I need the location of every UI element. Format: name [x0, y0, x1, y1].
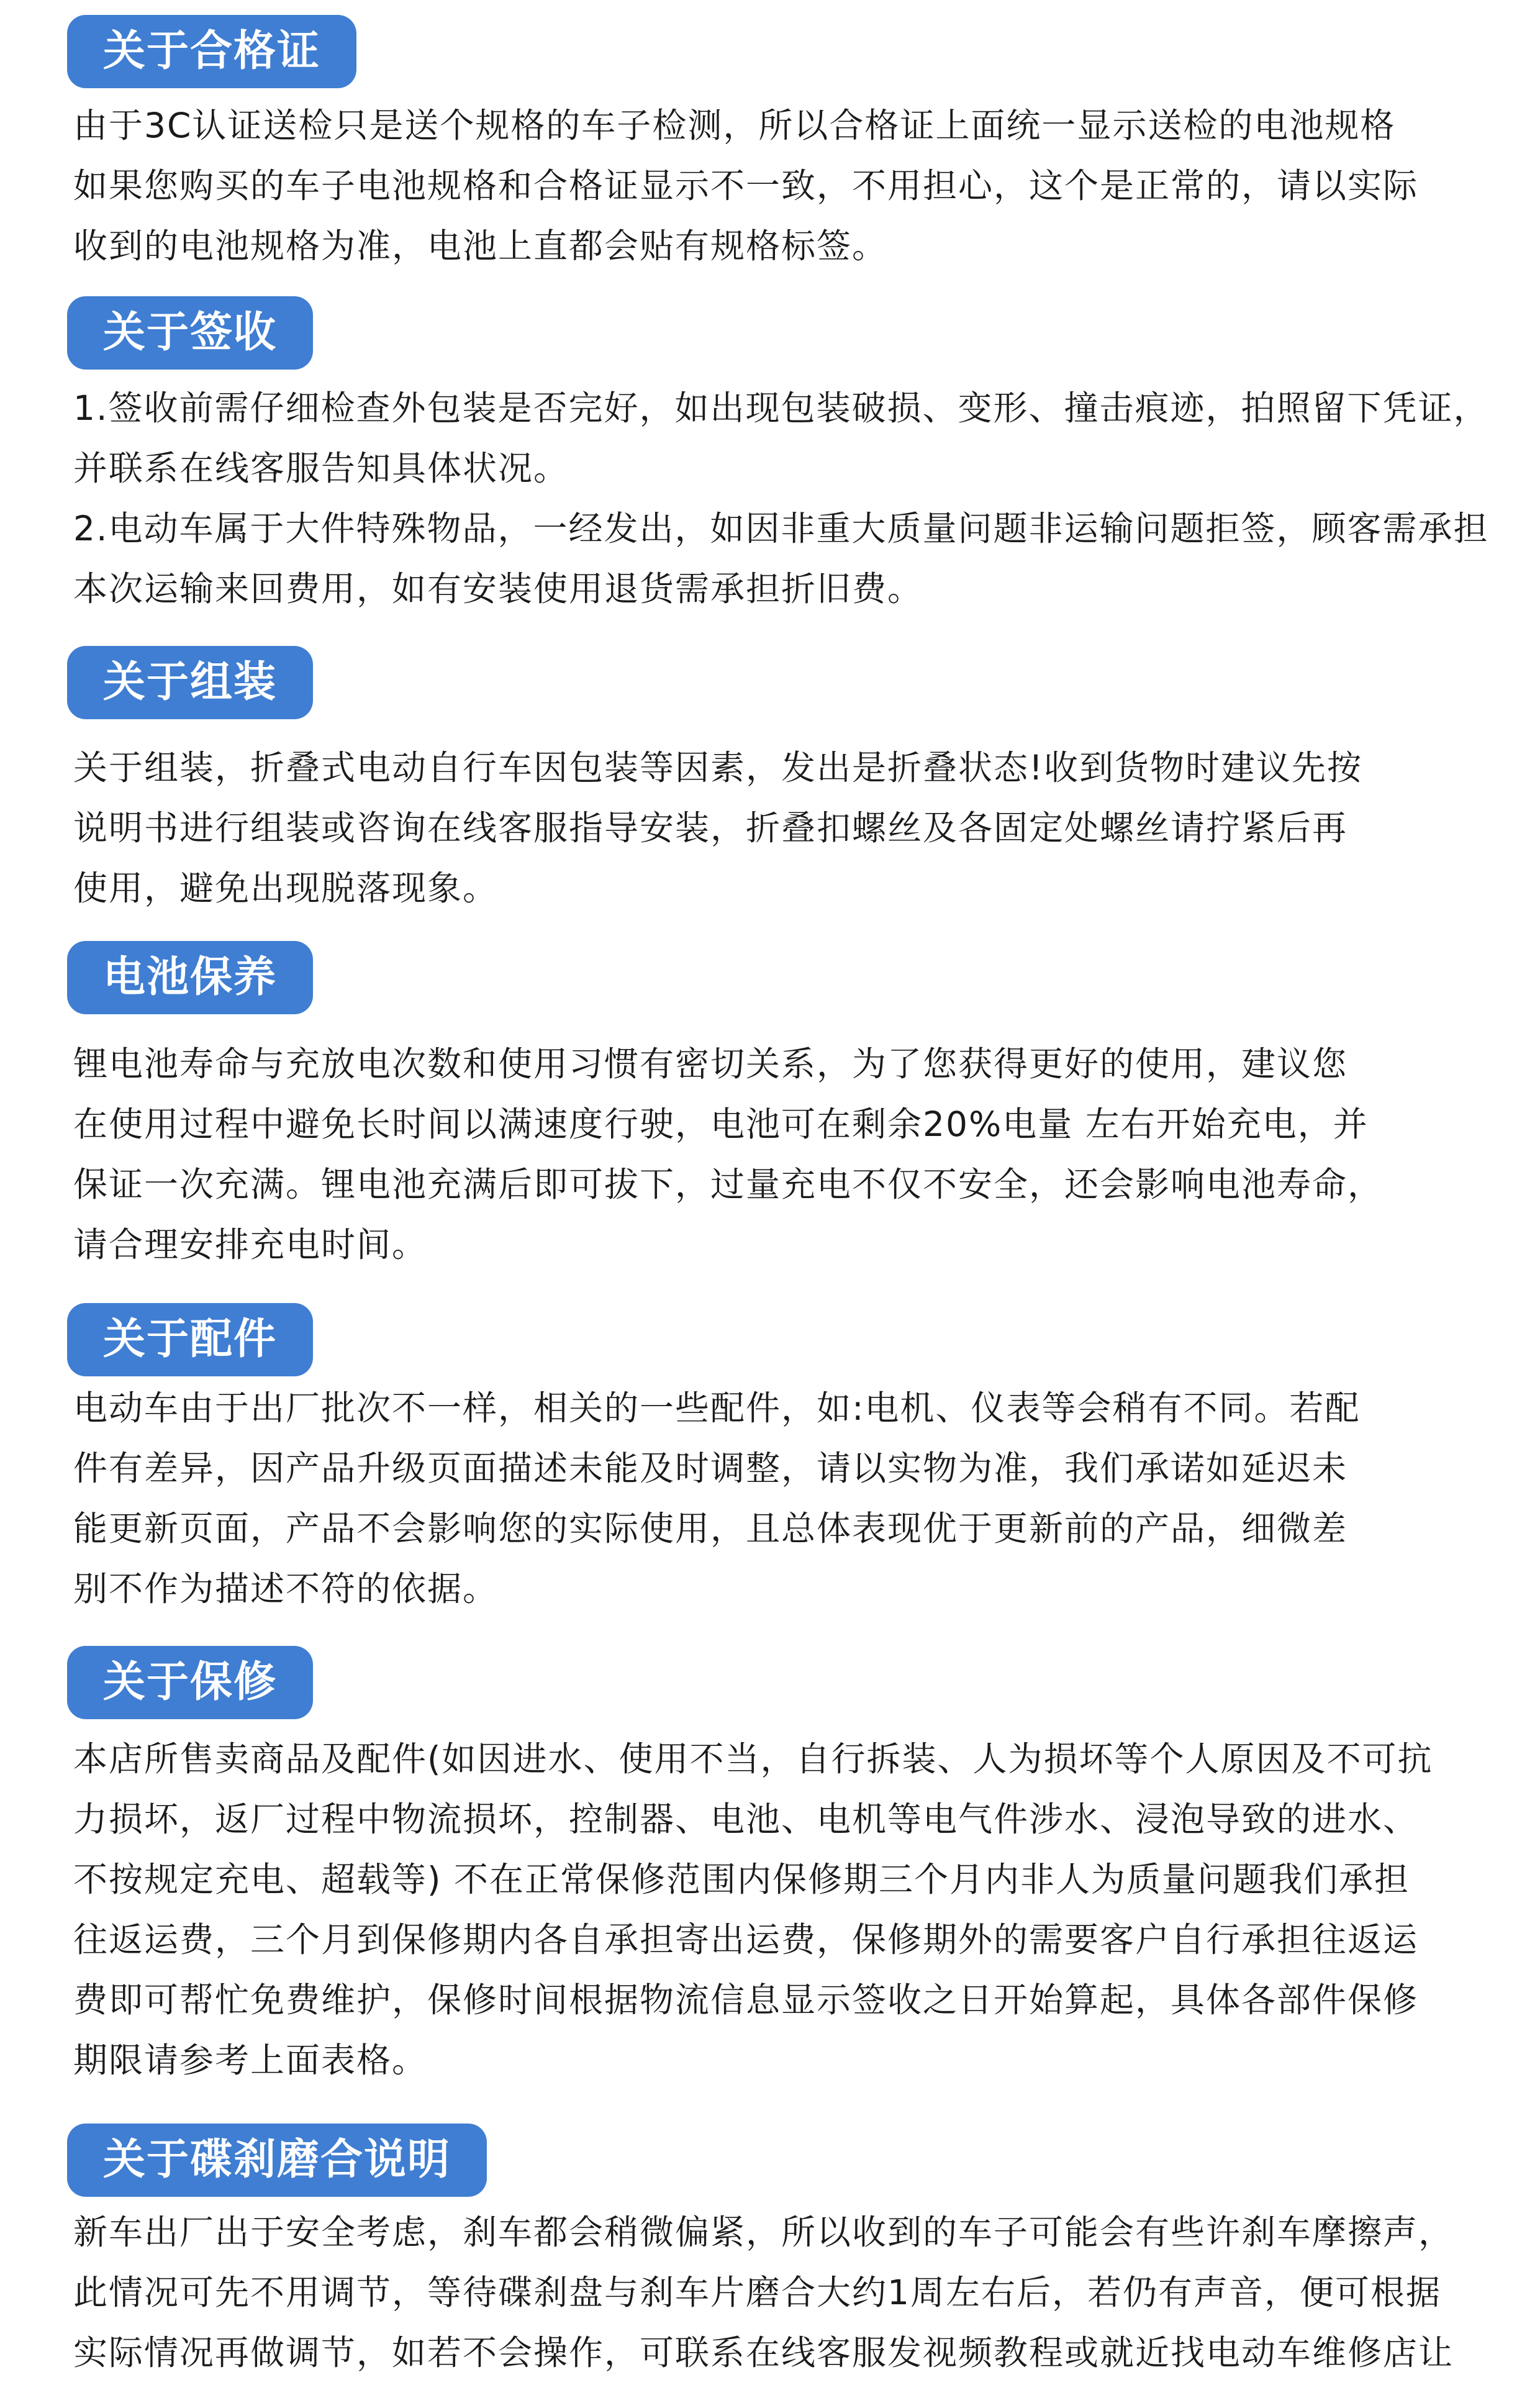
section-title-badge: 关于碟刹磨合说明 — [67, 2124, 487, 2197]
body-line: 请合理安排充电时间。 — [73, 1225, 428, 1265]
body-line: 件有差异，因产品升级页面描述未能及时调整，请以实物为准，我们承诺如延迟未 — [73, 1448, 1348, 1488]
section-body — [73, 1729, 1495, 2091]
section-title-badge: 关于组装 — [67, 646, 313, 719]
body-line: 实际情况再做调节，如若不会操作，可联系在线客服发视频教程或就近找电动车维修店让 — [73, 2333, 1454, 2373]
body-line: 电动车由于出厂批次不一样，相关的一些配件，如:电机、仪表等会稍有不同。若配 — [73, 1388, 1361, 1428]
section-body — [73, 96, 1495, 276]
body-line: 别不作为描述不符的依据。 — [73, 1569, 499, 1609]
body-line: 此情况可先不用调节，等待碟刹盘与刹车片磨合大约1周左右后，若仍有声音，便可根据 — [73, 2273, 1441, 2312]
section-title-badge: 关于签收 — [67, 296, 313, 370]
body-line: 不按规定充电、超载等) 不在正常保修范围内保修期三个月内非人为质量问题我们承担 — [73, 1860, 1410, 1899]
section-body — [73, 1378, 1495, 1619]
body-line: 由于3C认证送检只是送个规格的车子检测，所以合格证上面统一显示送检的电池规格 — [73, 106, 1396, 145]
body-line: 关于组装，折叠式电动自行车因包装等因素，发出是折叠状态!收到货物时建议先按 — [73, 748, 1363, 788]
body-line: 使用，避免出现脱落现象。 — [73, 868, 499, 908]
section-title-badge: 电池保养 — [67, 941, 313, 1014]
body-line: 锂电池寿命与充放电次数和使用习惯有密切关系，为了您获得更好的使用，建议您 — [73, 1044, 1348, 1084]
body-line: 能更新页面，产品不会影响您的实际使用，且总体表现优于更新前的产品，细微差 — [73, 1509, 1348, 1548]
body-line: 力损坏，返厂过程中物流损坏，控制器、电池、电机等电气件涉水、浸泡导致的进水、 — [73, 1799, 1419, 1839]
body-line: 说明书进行组装或咨询在线客服指导安装，折叠扣螺丝及各固定处螺丝请拧紧后再 — [73, 808, 1348, 848]
body-line: 本次运输来回费用，如有安装使用退货需承担折旧费。 — [73, 569, 923, 609]
body-line: 本店所售卖商品及配件(如因进水、使用不当，自行拆装、人为损坏等个人原因及不可抗 — [73, 1739, 1433, 1779]
section-title-badge: 关于配件 — [67, 1303, 313, 1376]
body-line: 2.电动车属于大件特殊物品，一经发出，如因非重大质量问题非运输问题拒签，顾客需承担 — [73, 509, 1489, 548]
body-line: 并联系在线客服告知具体状况。 — [73, 448, 569, 488]
body-line: 期限请参考上面表格。 — [73, 2040, 428, 2080]
body-line: 1.签收前需仔细检查外包装是否完好，如出现包装破损、变形、撞击痕迹，拍照留下凭证， — [73, 388, 1489, 428]
body-line: 在使用过程中避免长时间以满速度行驶，电池可在剩余20%电量 左右开始充电，并 — [73, 1104, 1369, 1144]
body-line: 往返运费，三个月到保修期内各自承担寄出运费，保修期外的需要客户自行承担往返运 — [73, 1920, 1419, 1960]
section-body — [73, 2202, 1495, 2383]
section-body — [73, 1034, 1495, 1275]
body-line: 新车出厂出于安全考虑，刹车都会稍微偏紧，所以收到的车子可能会有些许刹车摩擦声， — [73, 2212, 1454, 2252]
body-line: 收到的电池规格为准，电池上直都会贴有规格标签。 — [73, 226, 888, 266]
section-title-badge: 关于保修 — [67, 1646, 313, 1719]
body-line: 保证一次充满。锂电池充满后即可拔下，过量充电不仅不安全，还会影响电池寿命， — [73, 1165, 1384, 1204]
body-line: 费即可帮忙免费维护，保修时间根据物流信息显示签收之日开始算起，具体各部件保修 — [73, 1980, 1419, 2020]
section-title-badge: 关于合格证 — [67, 15, 356, 88]
section-body — [73, 738, 1495, 919]
body-line: 如果您购买的车子电池规格和合格证显示不一致，不用担心，这个是正常的，请以实际 — [73, 166, 1419, 206]
section-body — [73, 378, 1495, 619]
